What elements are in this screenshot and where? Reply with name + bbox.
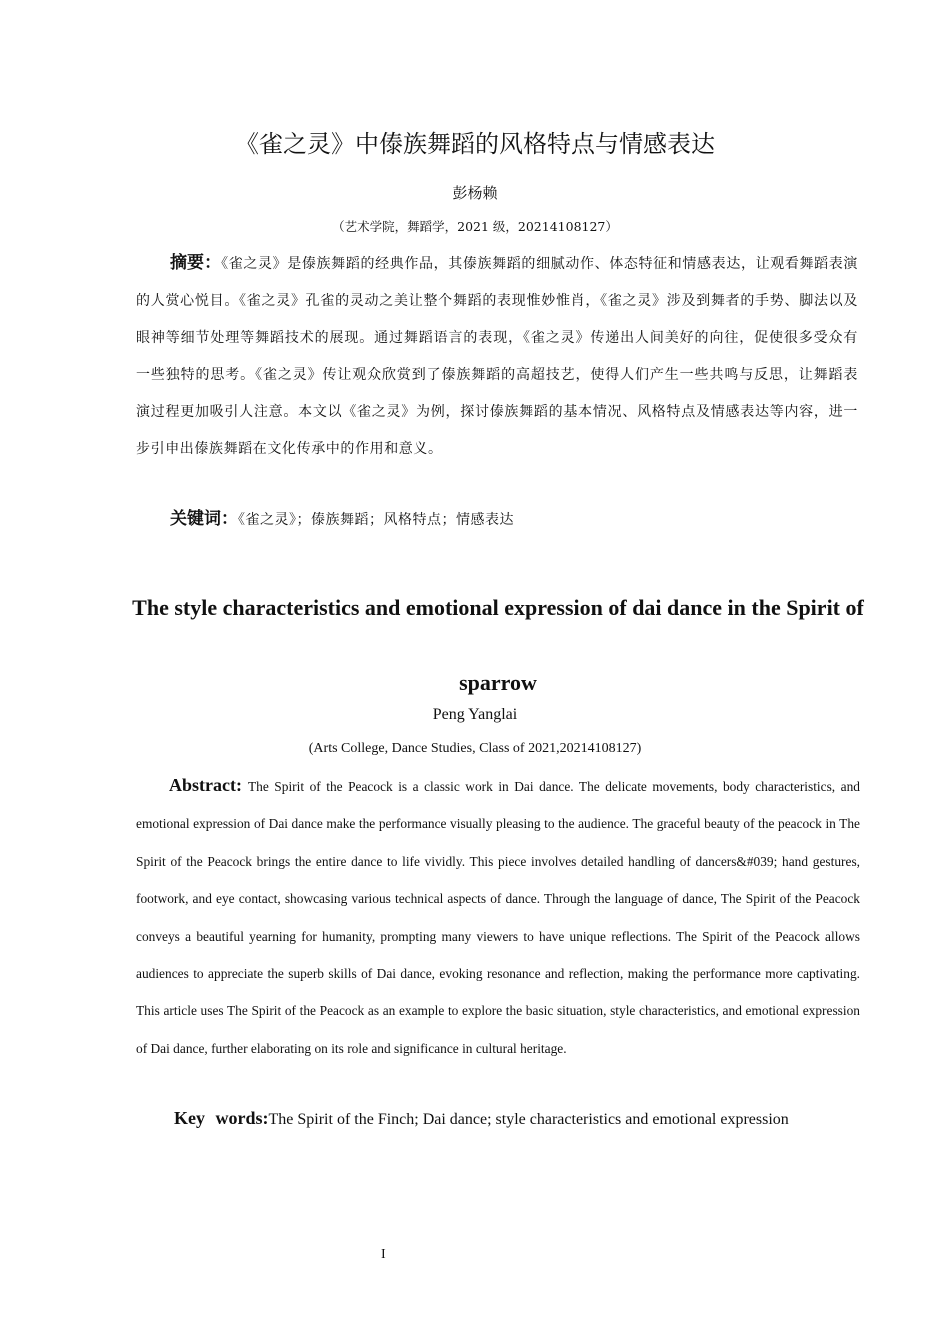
- english-author: Peng Yanglai: [432, 706, 518, 723]
- chinese-title: 《雀之灵》中傣族舞蹈的风格特点与情感表达: [235, 130, 715, 158]
- english-affiliation: (Arts College, Dance Studies, Class of 2021,20214108127): [308, 741, 642, 756]
- page-number: I: [381, 1247, 386, 1262]
- english-keywords: [174, 1103, 874, 1135]
- chinese-author: 彭杨赖: [452, 184, 498, 202]
- chinese-abstract: [136, 245, 858, 468]
- english-title: The style characteristics and emotional expression of dai dance in the Spirit of sparrow: [132, 595, 864, 695]
- english-keywords-label: Key words:: [174, 1108, 269, 1128]
- english-keywords-text: The Spirit of the Finch; Dai dance; style characteristics and emotional expression: [268, 1111, 789, 1128]
- english-abstract: [136, 767, 860, 1067]
- chinese-abstract-text: 《雀之灵》是傣族舞蹈的经典作品，其傣族舞蹈的细腻动作、体态特征和情感表达，让观看舞蹈表演的人赏心悦目。《雀之灵》孔雀的灵动之美让整个舞蹈的表现惟妙惟肖，《雀之灵》涉及到舞者的手势、脚法以及眼神等细节处理等舞蹈技术的展现。通过舞蹈语言的表现，《雀之灵》传递出人间美好的向往，促使很多受众有一些独特的思考。《雀之灵》传让观众欣赏到了傣族舞蹈的高超技艺，使得人们产生一些共鸣与反思，让舞蹈表演过程更加吸引人注意。本文以《雀之灵》为例，探讨傣族舞蹈的基本情况、风格特点及情感表达等内容，进一步引申出傣族舞蹈在文化传承中的作用和意义。: [136, 256, 858, 457]
- chinese-keywords: [170, 504, 860, 535]
- chinese-abstract-label: 摘要：: [170, 253, 222, 273]
- chinese-affiliation: （艺术学院，舞蹈学，2021 级，20214108127）: [332, 219, 618, 234]
- english-abstract-label: Abstract:: [169, 775, 242, 795]
- chinese-keywords-label: 关键词：: [170, 509, 238, 529]
- english-abstract-text: The Spirit of the Peacock is a classic work in Dai dance. The delicate movements, body characteristics, and emotional expression of Dai dance make the performance visually pleasing to the audience. The graceful beauty of the peacock in The Spirit of the Peacock brings the entire dance to life vividly. This piece involves detailed handling of dancers&#039; hand gestures, footwork, and eye contact, showcasing various technical aspects of dance. Through the language of dance, The Spirit of the Peacock conveys a beautiful yearning for humanity, prompting many viewers to have unique reflections. The Spirit of the Peacock allows audiences to appreciate the superb skills of Dai dance, evoking resonance and reflection, making the performance more captivating. This article uses The Spirit of the Peacock as an example to explore the basic situation, style characteristics, and emotional expression of Dai dance, further elaborating on its role and significance in cultural heritage.: [136, 779, 860, 1056]
- chinese-keywords-text: 《雀之灵》；傣族舞蹈；风格特点；情感表达: [238, 512, 514, 528]
